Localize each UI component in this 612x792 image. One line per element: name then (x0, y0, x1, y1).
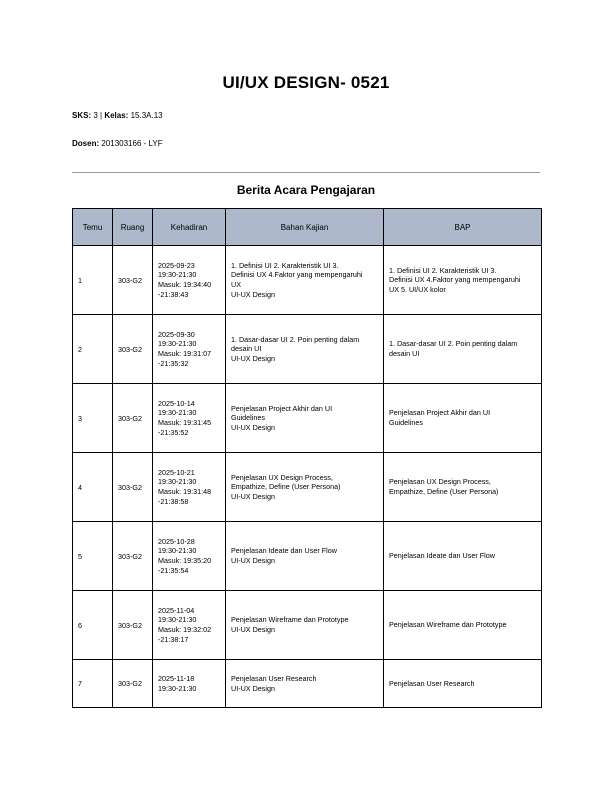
bap-line: desain UI (389, 349, 420, 358)
kehadiran-line: 2025-10-14 (158, 398, 195, 408)
ruang-cell: 303-G2 (113, 522, 153, 591)
bahan-line: Penjelasan Ideate dan User Flow (231, 546, 337, 556)
ruang-cell: 303-G2 (113, 384, 153, 453)
bap-cell (384, 315, 542, 384)
table-row (73, 246, 542, 315)
table-header-row (73, 209, 542, 246)
ruang-cell: 303-G2 (113, 315, 153, 384)
ruang-cell: 303-G2 (113, 660, 153, 708)
bahan-line: 1. Dasar-dasar UI 2. Poin penting dalam (231, 334, 360, 344)
dosen-value: 201303166 - LYF (99, 139, 163, 148)
ruang-cell: 303-G2 (113, 591, 153, 660)
kehadiran-line: Masuk: 19:31:45 (158, 418, 212, 427)
bap-line: Penjelasan Wireframe dan Prototype (389, 620, 507, 630)
kelas-value: 15.3A.13 (128, 111, 163, 120)
bap-line: Empathize, Define (User Persona) (389, 487, 499, 496)
bap-line: Definisi UX 4.Faktor yang mempengaruhi (389, 275, 521, 285)
kehadiran-line: -21:35:32 (158, 358, 189, 368)
header-ruang: Ruang (113, 209, 153, 246)
kehadiran-line: 2025-10-28 (158, 536, 195, 546)
bahan-line: Penjelasan UX Design Process, (231, 472, 333, 482)
bahan-kajian-cell (226, 453, 384, 522)
bahan-line: Guidelines (231, 413, 265, 423)
table-row (73, 591, 542, 660)
bap-line: Penjelasan Ideate dan User Flow (389, 551, 495, 561)
header-kehadiran: Kehadiran (153, 209, 226, 246)
temu-cell: 2 (73, 315, 113, 384)
temu-cell: 4 (73, 453, 113, 522)
bahan-line: UI-UX Design (231, 422, 275, 432)
kehadiran-line: 19:30-21:30 (158, 477, 197, 487)
sks-value: 3 | (91, 111, 105, 120)
section-title: Berita Acara Pengajaran (236, 183, 376, 197)
kehadiran-line: 19:30-21:30 (158, 615, 197, 625)
bap-cell (384, 660, 542, 708)
kehadiran-line: 19:30-21:30 (158, 408, 197, 418)
bap-cell (384, 384, 542, 453)
bahan-line: UX (231, 280, 241, 289)
kehadiran-cell (153, 453, 226, 522)
temu-cell: 5 (73, 522, 113, 591)
bap-cell (384, 246, 542, 315)
bahan-line: UI-UX Design (231, 556, 275, 565)
kelas-label: Kelas: (104, 111, 129, 120)
kehadiran-line: 2025-11-18 (158, 673, 195, 683)
kehadiran-line: -21:38:17 (158, 634, 189, 644)
table-row (73, 315, 542, 384)
kehadiran-cell (153, 591, 226, 660)
bahan-line: UI-UX Design (231, 289, 275, 299)
bahan-line: UI-UX Design (231, 353, 275, 363)
kehadiran-cell (153, 246, 226, 315)
sks-label: SKS: (72, 111, 92, 120)
kehadiran-line: 19:30-21:30 (158, 683, 197, 693)
bahan-kajian-cell (226, 591, 384, 660)
kehadiran-line: 2025-09-23 (158, 260, 195, 270)
kehadiran-line: Masuk: 19:31:07 (158, 349, 212, 358)
bahan-line: 1. Definisi UI 2. Karakteristik UI 3. (231, 260, 339, 270)
bahan-line: Penjelasan Wireframe dan Prototype (231, 615, 349, 625)
bap-line: 1. Dasar-dasar UI 2. Poin penting dalam (389, 339, 518, 349)
bahan-kajian-cell (226, 246, 384, 315)
kehadiran-line: 19:30-21:30 (158, 339, 197, 349)
bap-cell (384, 453, 542, 522)
header-bahan-kajian: Bahan Kajian (226, 209, 384, 246)
teaching-report-table (72, 208, 542, 708)
lecturer-line (72, 139, 163, 148)
bap-cell (384, 522, 542, 591)
kehadiran-line: 19:30-21:30 (158, 270, 197, 280)
kehadiran-line: 2025-09-30 (158, 329, 195, 339)
dosen-label: Dosen: (72, 139, 100, 148)
bahan-line: Definisi UX 4.Faktor yang mempengaruhi (231, 270, 363, 280)
bap-line: Guidelines (389, 418, 423, 427)
kehadiran-cell (153, 384, 226, 453)
kehadiran-line: Masuk: 19:35:20 (158, 556, 212, 565)
bahan-kajian-cell (226, 522, 384, 591)
bahan-kajian-cell (226, 315, 384, 384)
bahan-kajian-cell (226, 384, 384, 453)
kehadiran-line: Masuk: 19:34:40 (158, 280, 212, 289)
temu-cell: 3 (73, 384, 113, 453)
bap-line: Penjelasan UX Design Process, (389, 477, 491, 487)
bahan-line: UI-UX Design (231, 491, 275, 501)
bap-line: Penjelasan User Research (389, 678, 475, 688)
ruang-cell: 303-G2 (113, 453, 153, 522)
bap-line: Penjelasan Project Akhir dan UI (389, 408, 491, 418)
header-temu: Temu (73, 209, 113, 246)
table-row (73, 660, 542, 708)
bahan-kajian-cell (226, 660, 384, 708)
temu-cell: 7 (73, 660, 113, 708)
ruang-cell: 303-G2 (113, 246, 153, 315)
bahan-line: Penjelasan User Research (231, 673, 317, 683)
table-row (73, 522, 542, 591)
bap-line: UX 5. UI/UX kolor (389, 284, 446, 294)
kehadiran-line: -21:38:58 (158, 496, 189, 506)
section-divider (72, 172, 540, 173)
bahan-line: UI-UX Design (231, 683, 275, 693)
bahan-line: Empathize, Define (User Persona) (231, 482, 341, 492)
kehadiran-line: Masuk: 19:32:02 (158, 625, 212, 634)
kehadiran-line: Masuk: 19:31:48 (158, 487, 212, 496)
bap-line: 1. Definisi UI 2. Karakteristik UI 3. (389, 265, 497, 275)
kehadiran-cell (153, 522, 226, 591)
table-row (73, 453, 542, 522)
kehadiran-cell (153, 660, 226, 708)
bahan-line: desain UI (231, 344, 262, 354)
kehadiran-cell (153, 315, 226, 384)
kehadiran-line: 19:30-21:30 (158, 546, 197, 556)
kehadiran-line: 2025-11-04 (158, 605, 195, 615)
bahan-line: Penjelasan Project Akhir dan UI (231, 403, 333, 413)
header-bap: BAP (384, 209, 542, 246)
course-title: UI/UX DESIGN- 0521 (222, 73, 390, 92)
course-meta-line (72, 111, 163, 120)
kehadiran-line: -21:35:54 (158, 565, 189, 575)
kehadiran-line: 2025-10-21 (158, 467, 195, 477)
table-row (73, 384, 542, 453)
bahan-line: UI-UX Design (231, 625, 275, 634)
bap-cell (384, 591, 542, 660)
kehadiran-line: -21:38:43 (158, 289, 189, 299)
kehadiran-line: -21:35:52 (158, 427, 189, 437)
temu-cell: 1 (73, 246, 113, 315)
temu-cell: 6 (73, 591, 113, 660)
